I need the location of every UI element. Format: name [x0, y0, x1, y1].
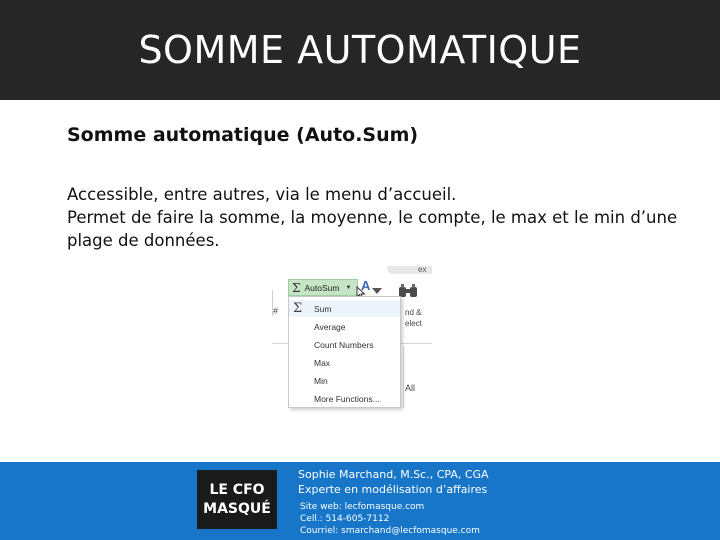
- autosum-button[interactable]: [288, 279, 358, 296]
- author-role: Experte en modélisation d’affaires: [298, 483, 488, 496]
- email-link[interactable]: Courriel: smarchand@lecfomasque.com: [300, 526, 480, 536]
- cell-phone: Cell.: 514-605-7112: [300, 514, 390, 524]
- logo-line-1: LE CFO: [209, 481, 265, 498]
- menu-item-more-functions[interactable]: More Functions...: [314, 393, 380, 404]
- body-text: [67, 183, 687, 252]
- title-bar: [0, 0, 720, 100]
- slide-title: SOMME AUTOMATIQUE: [138, 28, 582, 72]
- ribbon-vertical-divider: [403, 346, 404, 408]
- fill-icon[interactable]: A: [361, 278, 371, 293]
- autosum-dropdown-menu: [288, 296, 401, 408]
- dropdown-caret-icon[interactable]: ▼: [345, 284, 352, 291]
- sigma-icon: Σ: [293, 301, 303, 316]
- menu-item-count-numbers[interactable]: Count Numbers: [314, 339, 374, 350]
- autosum-label: AutoSum: [304, 282, 340, 293]
- menu-item-sum[interactable]: Σ Sum: [289, 300, 400, 317]
- corner-text: ex: [418, 265, 427, 274]
- menu-item-min[interactable]: Min: [314, 375, 328, 386]
- fill-dropdown-icon[interactable]: [372, 288, 382, 294]
- website-link[interactable]: Site web: lecfomasque.com: [300, 502, 425, 512]
- clear-all-fragment: All: [405, 383, 416, 393]
- author-name: Sophie Marchand, M.Sc., CPA, CGA: [298, 468, 489, 481]
- logo-line-2: MASQUÉ: [203, 500, 271, 517]
- logo: [197, 470, 277, 529]
- paragraph-2: Permet de faire la somme, la moyenne, le compte, le max et le min d’une plage de données.: [67, 208, 678, 250]
- menu-item-average[interactable]: Average: [314, 321, 346, 332]
- find-select-fragment: [405, 307, 422, 329]
- find-fragment-1: nd &: [405, 308, 422, 317]
- menu-item-max[interactable]: Max: [314, 357, 331, 368]
- footer: [0, 462, 720, 540]
- slide-subtitle: Somme automatique (Auto.Sum): [67, 124, 419, 146]
- left-fragment: #: [273, 306, 279, 316]
- contact-info: [298, 467, 489, 537]
- paragraph-1: Accessible, entre autres, via le menu d’accueil.: [67, 185, 457, 204]
- find-fragment-2: elect: [405, 319, 422, 328]
- sigma-icon: Σ: [292, 280, 301, 295]
- excel-autosum-screenshot: [272, 266, 432, 411]
